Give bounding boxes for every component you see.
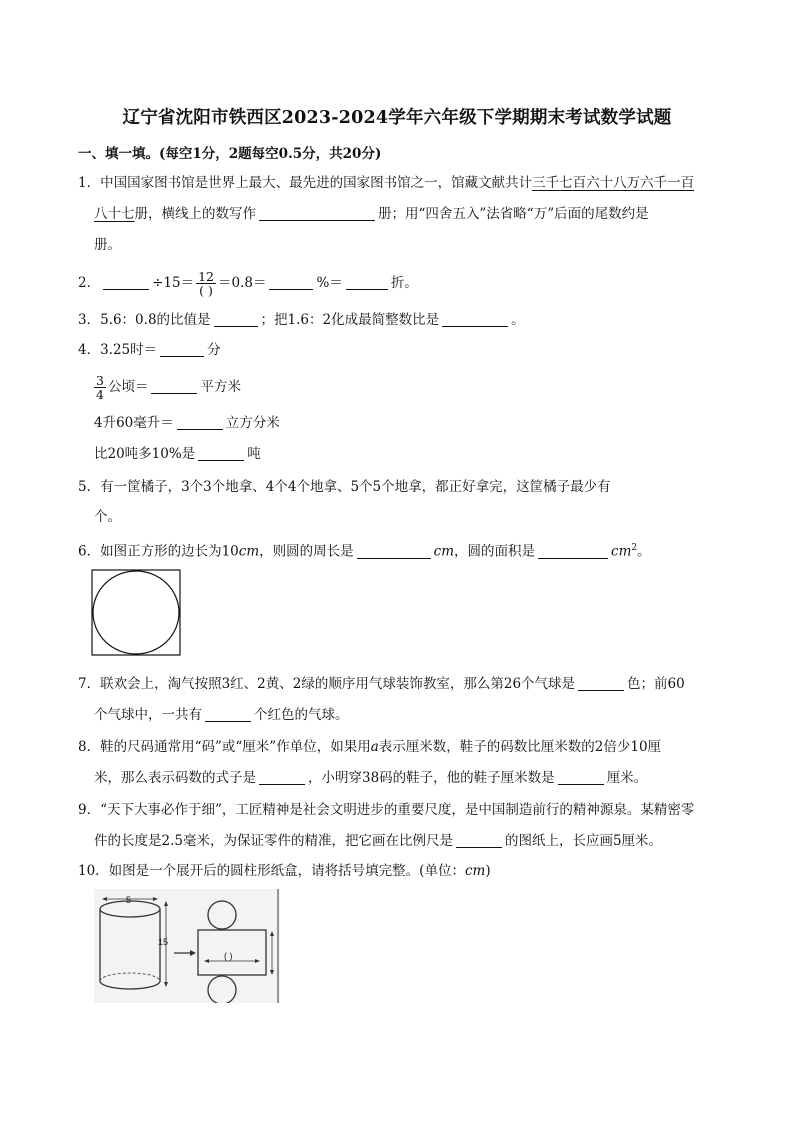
q8-blank-2[interactable]: [558, 770, 604, 785]
q8-text-2: 表示厘米数，鞋子的码数比厘米数的2倍少10厘: [378, 739, 662, 755]
q8-blank-1[interactable]: [259, 770, 305, 785]
q8-text-3: 米，那么表示码数的式子是: [94, 770, 256, 786]
q8-text-4: ，小明穿38码的鞋子，他的鞋子厘米数是: [308, 770, 555, 786]
q1-blank-1[interactable]: [259, 206, 375, 221]
cylinder-net-figure: [94, 889, 280, 1003]
q3-text-1: 3．5.6：0.8的比值是: [78, 312, 211, 328]
q3-blank-2[interactable]: [442, 312, 508, 327]
q6-text-3: ，圆的面积是: [454, 543, 536, 560]
q3-blank-1[interactable]: [214, 312, 258, 327]
question-4-line-4: [94, 445, 261, 463]
q10-text-1: 10．如图是一个展开后的圆柱形纸盒，请将括号填完整。(单位：: [78, 863, 465, 879]
q9-text-2: 件的长度是2.5毫米，为保证零件的精准，把它画在比例尺是: [94, 833, 453, 849]
fig-top-label: 5: [126, 895, 132, 905]
fig-paren-label: ( ): [224, 951, 233, 961]
q4-fraction-numerator: 3: [96, 373, 104, 388]
q4-text-1: 4．3.25时＝: [78, 342, 158, 358]
question-2: [78, 270, 418, 297]
q2-number: 2．: [78, 275, 101, 291]
q1-underlined-number: 三千七百六十八万六千一百: [532, 175, 695, 191]
section-heading: 一、填一填。(每空1分，2题每空0.5分，共20分): [78, 146, 382, 162]
q1-text: 1．中国国家图书馆是世界上最大、最先进的国家图书馆之一，馆藏文献共计: [78, 175, 533, 191]
q7-blank-1[interactable]: [578, 676, 624, 691]
q9-text-3: 的图纸上，长应画5厘米。: [504, 833, 663, 849]
question-1-line-3: [94, 236, 121, 254]
q4-unit-3: 立方分米: [225, 415, 280, 431]
q2-blank-3[interactable]: [346, 275, 388, 290]
q1-text-4: 册。: [94, 237, 121, 253]
question-7-line-1: [78, 675, 685, 693]
q7-text-2: 色；前60: [627, 676, 685, 692]
q2-division: ÷15＝: [152, 275, 195, 291]
question-9-line-1: [78, 801, 694, 819]
q6-unit-cm-2: cm: [433, 543, 455, 560]
square-circle-figure: [91, 569, 183, 657]
q7-text-4: 个红色的气球。: [254, 707, 349, 723]
q2-blank-1[interactable]: [103, 275, 149, 290]
q9-text-1: 9．“天下大事必作于细”，工匠精神是社会文明进步的重要尺度，是中国制造前行的精神源泉。某精密零: [78, 802, 695, 818]
question-8-line-2: [94, 769, 647, 787]
q6-text-2: ，则圆的周长是: [259, 543, 354, 560]
q7-text-1: 7．联欢会上，淘气按照3红、2黄、2绿的顺序用气球装饰教室，那么第26个气球是: [78, 676, 576, 692]
q4-fraction-denominator: 4: [96, 387, 104, 402]
q4-text-2: 公顷＝: [107, 379, 149, 395]
question-10: [78, 862, 491, 880]
q2-fraction-denominator[interactable]: ( ): [199, 283, 213, 298]
q2-zhe: 折。: [390, 275, 418, 291]
q2-percent: %＝: [316, 275, 343, 291]
q9-blank-1[interactable]: [456, 833, 502, 848]
question-6: [78, 539, 651, 561]
q8-text-1: 8．鞋的尺码通常用“码”或“厘米”作单位，如果用: [78, 739, 371, 755]
q6-text-1: 6．如图正方形的边长为10: [78, 543, 239, 560]
q6-text-4: 。: [637, 543, 651, 560]
q2-fraction-numerator: 12: [198, 269, 214, 284]
q4-fraction: [94, 374, 106, 401]
q6-unit-cm: cm: [238, 543, 260, 560]
q4-text-3: 4升60毫升＝: [94, 415, 174, 431]
q7-blank-2[interactable]: [205, 707, 251, 722]
question-5-line-2: [94, 508, 121, 526]
q6-blank-1[interactable]: [357, 544, 431, 559]
q1-text-3: 册；用“四舍五入”法省略“万”后面的尾数约是: [378, 206, 649, 222]
question-1-line-2: [94, 205, 649, 223]
q2-blank-2[interactable]: [269, 275, 313, 290]
q4-blank-1[interactable]: [160, 342, 204, 357]
question-5-line-1: [78, 478, 611, 496]
question-8-line-1: [78, 738, 661, 756]
q4-blank-2[interactable]: [151, 379, 197, 394]
q7-text-3: 个气球中，一共有: [94, 707, 202, 723]
q4-unit-2: 平方米: [200, 379, 241, 395]
q1-text-2: 册，横线上的数写作: [134, 206, 256, 222]
q5-text-1: 5．有一筐橘子，3个3个地拿、4个4个地拿、5个5个地拿，都正好拿完，这筐橘子最少有: [78, 479, 611, 495]
q8-variable: a: [370, 739, 379, 755]
q1-underlined-number-cont: 八十七: [94, 206, 135, 222]
q4-unit-1: 分: [207, 342, 221, 358]
q10-unit-cm: cm: [464, 863, 486, 879]
question-7-line-2: [94, 706, 349, 724]
page-title: 辽宁省沈阳市铁西区2023-2024学年六年级下学期期末考试数学试题: [122, 108, 672, 128]
q2-equals: ＝0.8＝: [218, 275, 267, 291]
q3-text-3: 。: [511, 312, 525, 328]
question-3: [78, 311, 525, 329]
q6-unit-cm-3: cm: [611, 543, 632, 560]
question-4-line-2: [92, 374, 241, 401]
q6-blank-2[interactable]: [538, 544, 608, 559]
fig-side-label: 15: [158, 937, 169, 947]
question-9-line-2: [94, 832, 662, 850]
question-1-line-1: [78, 174, 694, 192]
q10-text-2: ): [485, 863, 491, 879]
question-4-line-1: [78, 341, 221, 359]
q4-unit-4: 吨: [247, 446, 261, 462]
q8-text-5: 厘米。: [606, 770, 648, 786]
q4-text-4: 比20吨多10%是: [94, 446, 196, 462]
question-4-line-3: [94, 414, 280, 432]
q5-text-2: 个。: [94, 509, 121, 525]
q3-text-2: ；把1.6：2化成最简整数比是: [260, 312, 440, 328]
q6-superscript: 2: [631, 543, 638, 553]
q2-fraction: [196, 270, 216, 297]
q4-blank-4[interactable]: [198, 446, 244, 461]
q4-blank-3[interactable]: [177, 415, 223, 430]
